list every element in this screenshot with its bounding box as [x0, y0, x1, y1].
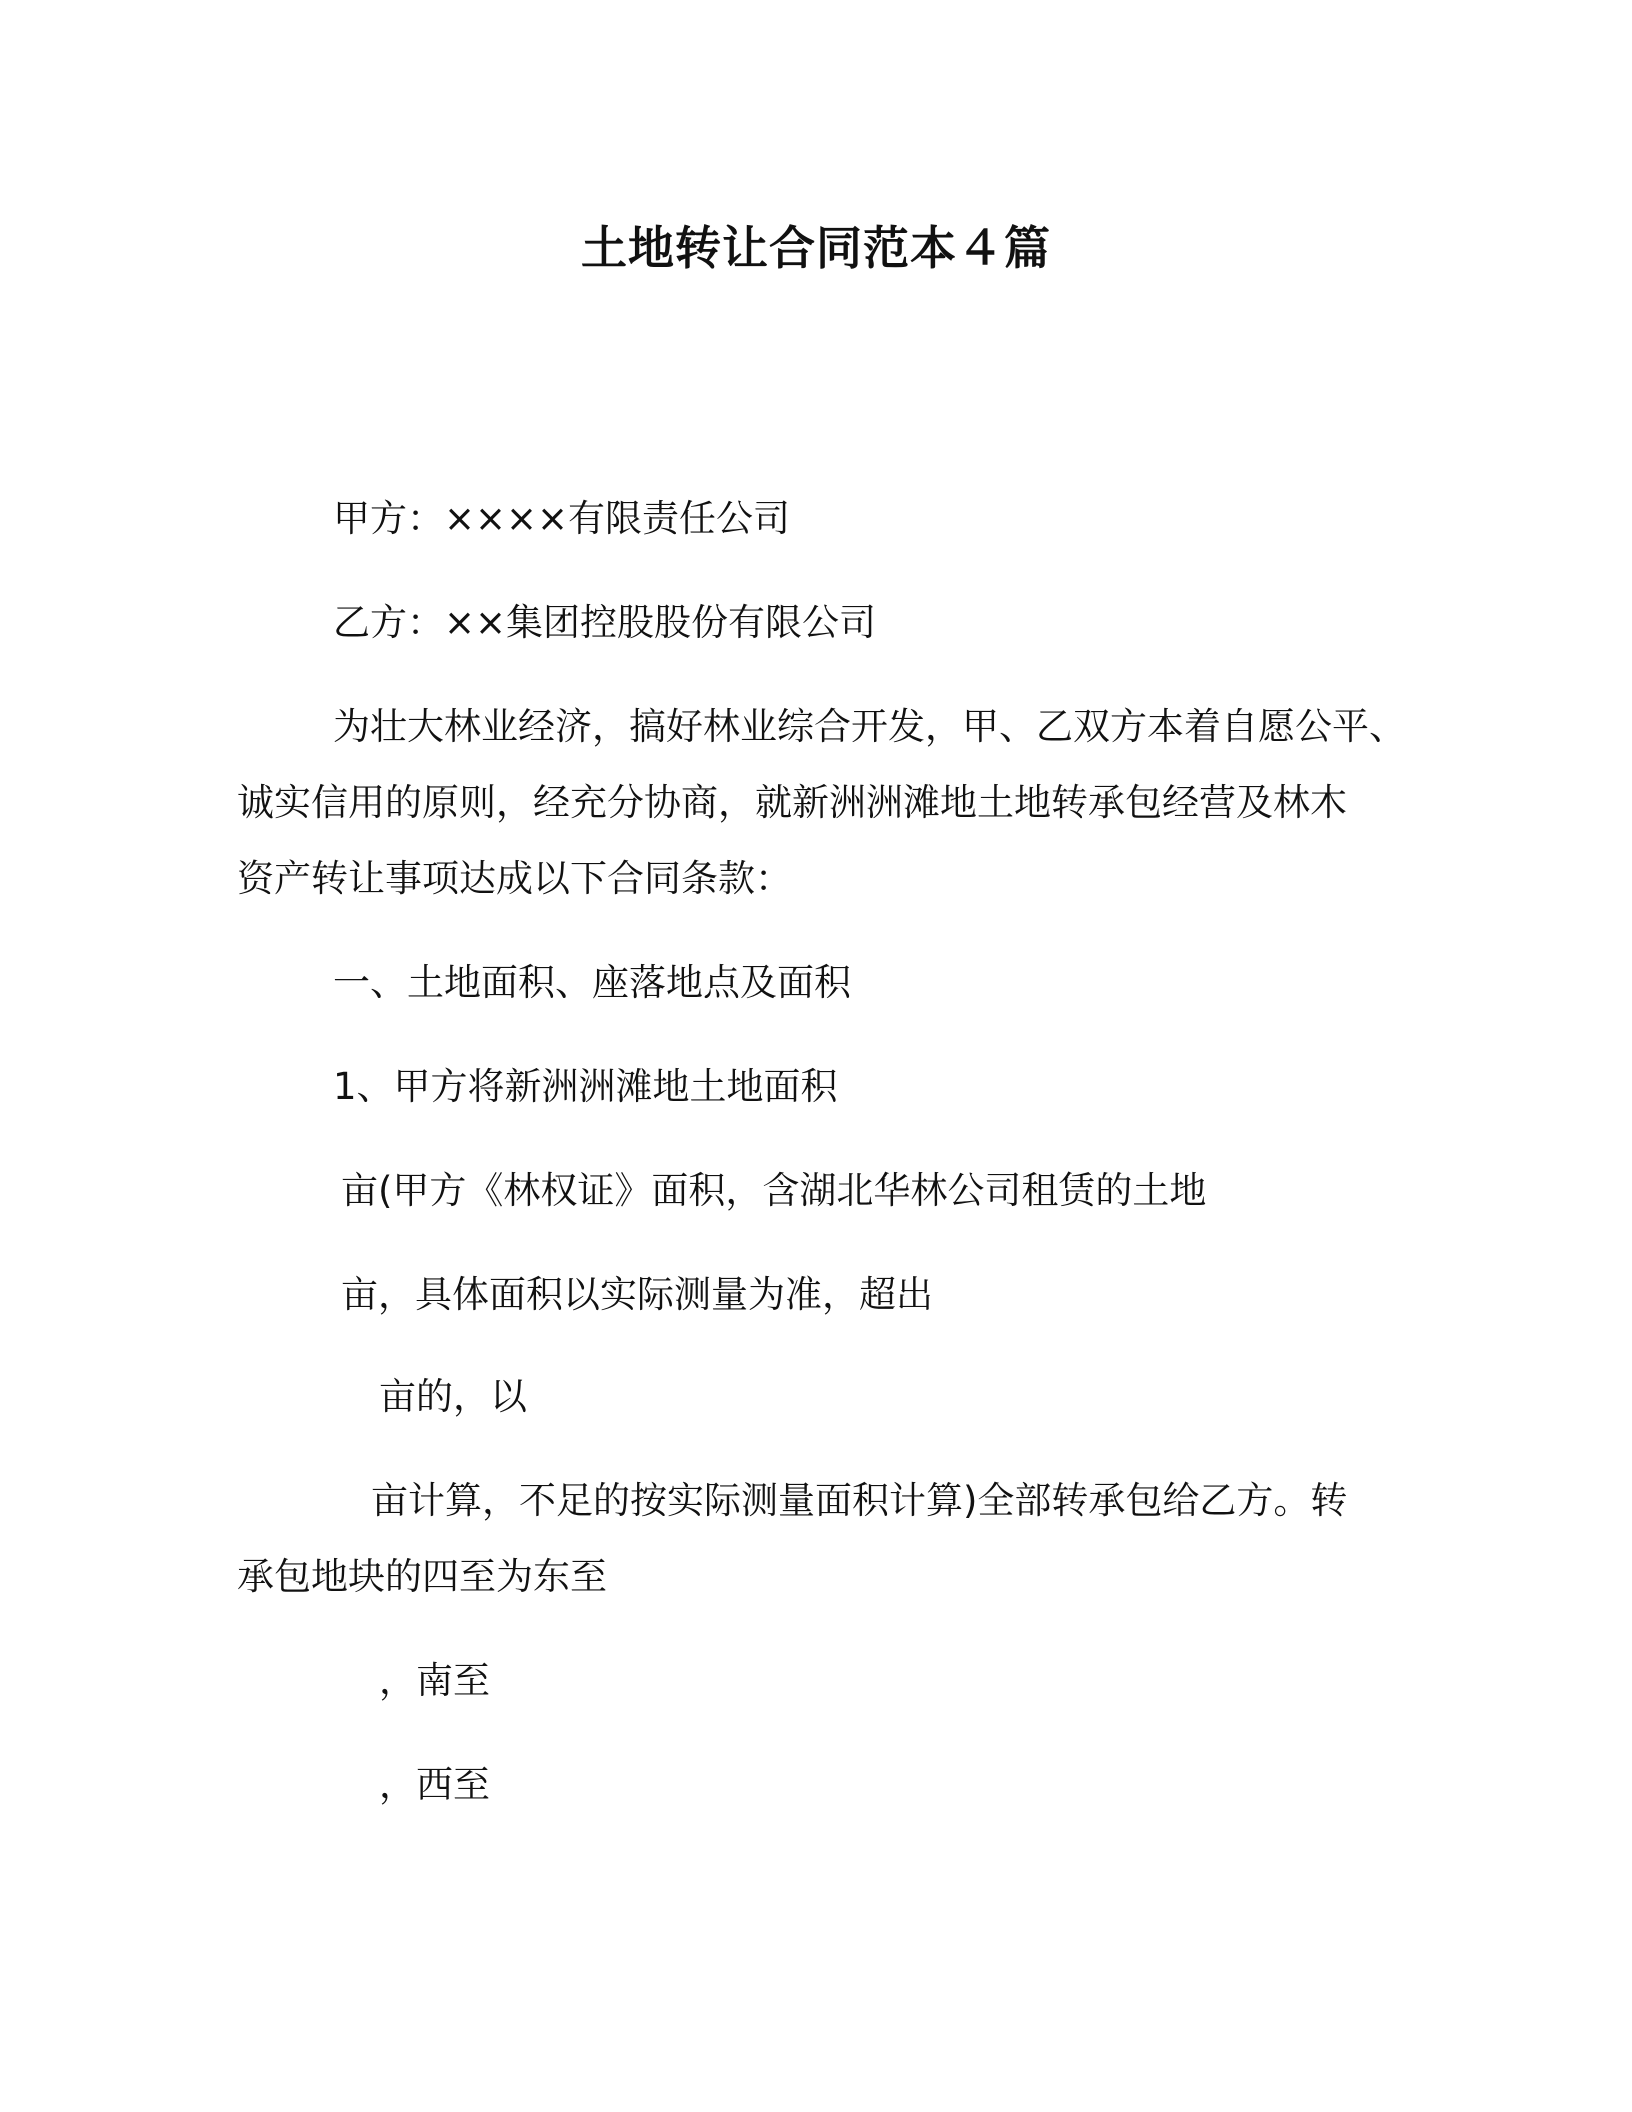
- preamble-line-2: 诚实信用的原则，经充分协商，就新洲洲滩地土地转承包经营及林木: [237, 781, 1347, 824]
- preamble-line-3: 资产转让事项达成以下合同条款：: [237, 857, 792, 900]
- clause-1-line-2: 亩(甲方《林权证》面积，含湖北华林公司租赁的土地: [341, 1169, 1207, 1212]
- clause-1-line-4: 亩的，以: [379, 1375, 527, 1418]
- section-heading-1: 一、土地面积、座落地点及面积: [333, 961, 851, 1004]
- clause-1-line-5: 亩计算，不足的按实际测量面积计算)全部转承包给乙方。转: [371, 1479, 1348, 1522]
- clause-1-line-7: ，南至: [379, 1659, 490, 1702]
- document-title: 土地转让合同范本４篇: [581, 221, 1051, 275]
- preamble-line-1: 为壮大林业经济，搞好林业综合开发，甲、乙双方本着自愿公平、: [333, 705, 1406, 748]
- clause-1-line-6: 承包地块的四至为东至: [237, 1555, 607, 1598]
- party-b-line: 乙方：××集团控股股份有限公司: [333, 601, 877, 644]
- clause-1-line-1: 1、甲方将新洲洲滩地土地面积: [333, 1065, 838, 1108]
- party-a-line: 甲方：××××有限责任公司: [333, 497, 791, 540]
- clause-1-line-8: ，西至: [379, 1763, 490, 1806]
- clause-1-line-3: 亩，具体面积以实际测量为准，超出: [341, 1273, 933, 1316]
